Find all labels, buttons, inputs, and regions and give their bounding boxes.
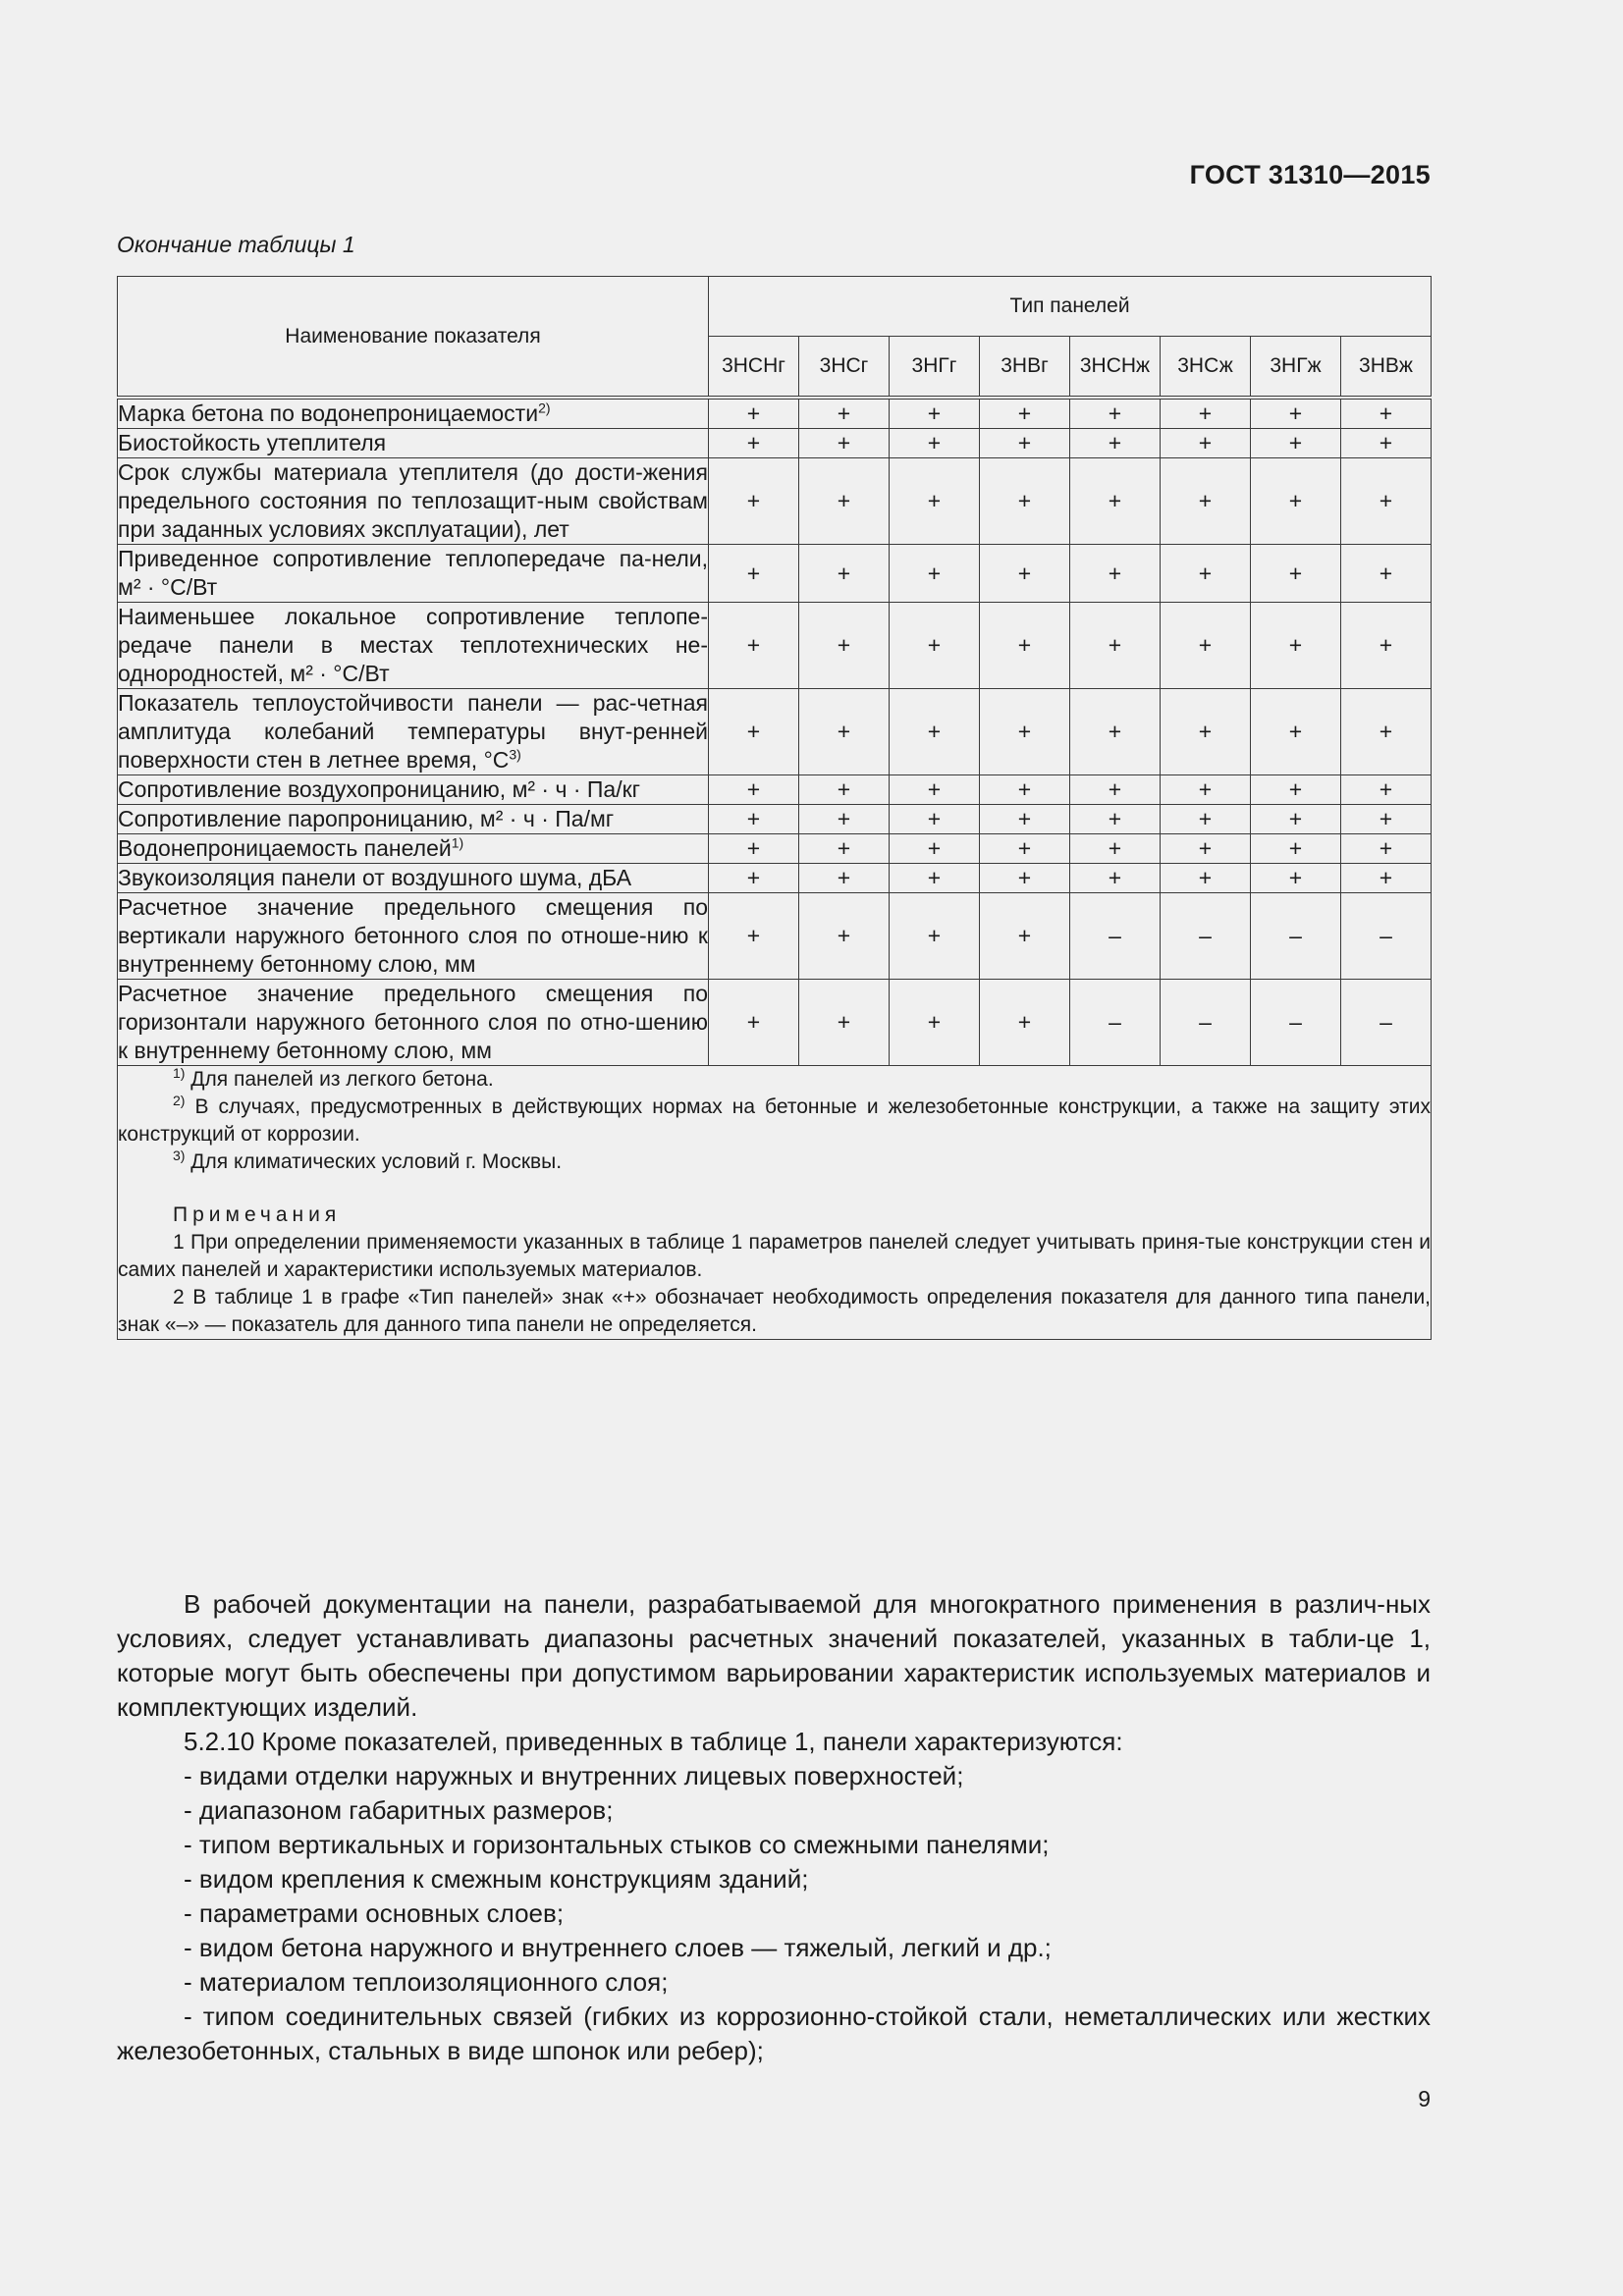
applicability-mark: +	[1251, 603, 1341, 689]
applicability-mark: –	[1341, 893, 1432, 980]
applicability-mark: +	[890, 775, 980, 805]
column-header: 3НСж	[1161, 337, 1251, 397]
applicability-mark: +	[709, 400, 799, 429]
applicability-mark: +	[1251, 545, 1341, 603]
applicability-mark: +	[890, 689, 980, 775]
list-item: - видом крепления к смежным конструкциям зданий;	[184, 1864, 809, 1894]
applicability-mark: +	[709, 429, 799, 458]
column-header: 3НВж	[1341, 337, 1432, 397]
applicability-mark: +	[1070, 603, 1161, 689]
applicability-mark: +	[1070, 864, 1161, 893]
column-header: 3НСг	[799, 337, 890, 397]
applicability-mark: +	[980, 834, 1070, 864]
table-row	[118, 775, 1432, 805]
applicability-mark: +	[1251, 689, 1341, 775]
applicability-mark: +	[1161, 834, 1251, 864]
applicability-mark: –	[1161, 893, 1251, 980]
clause-5-2-10: 5.2.10 Кроме показателей, приведенных в таблице 1, панели характеризуются:	[184, 1727, 1123, 1756]
applicability-mark: +	[890, 429, 980, 458]
applicability-mark: +	[1251, 805, 1341, 834]
note: 2 В таблице 1 в графе «Тип панелей» знак «+» обозначает необходимость определения показателя для данного типа панели, знак «–» — показатель для данного типа панели не определяется.	[118, 1286, 1432, 1336]
applicability-mark: +	[709, 458, 799, 545]
applicability-mark: –	[1251, 980, 1341, 1066]
table-row	[118, 980, 1432, 1066]
indicator-name: Срок службы материала утеплителя (до дости-жения предельного состояния по теплозащит-ным свойствам при заданных условиях эксплуатации), лет	[118, 458, 709, 545]
indicator-name: Биостойкость утеплителя	[118, 429, 709, 458]
footnote: $^{3)}$ Для климатических условий г. Москвы.	[173, 1148, 563, 1173]
applicability-mark: +	[1161, 805, 1251, 834]
applicability-mark: +	[1341, 458, 1432, 545]
indicator-name: Приведенное сопротивление теплопередаче па-нели, м² · °С/Вт	[118, 545, 709, 603]
table-row	[118, 805, 1432, 834]
applicability-mark: +	[1070, 545, 1161, 603]
applicability-mark: +	[890, 834, 980, 864]
table-row	[118, 893, 1432, 980]
indicator-name: Звукоизоляция панели от воздушного шума, дБА	[118, 864, 709, 893]
applicability-mark: –	[1251, 893, 1341, 980]
indicator-name: Расчетное значение предельного смещения по горизонтали наружного бетонного слоя по отно-шению к внутреннему бетонному слою, мм	[118, 980, 709, 1066]
table-row	[118, 603, 1432, 689]
list-item: - параметрами основных слоев;	[184, 1898, 565, 1928]
indicator-name: Показатель теплоустойчивости панели — рас-четная амплитуда колебаний температуры внут-ренней поверхности стен в летнее время, $^\circ С^{3)}$	[118, 689, 709, 775]
table-caption: Окончание таблицы 1	[117, 232, 355, 257]
applicability-mark: +	[980, 400, 1070, 429]
applicability-mark: +	[799, 864, 890, 893]
applicability-mark: +	[709, 689, 799, 775]
indicators-table	[117, 276, 1432, 1340]
name-column-header: Наименование показателя	[118, 277, 709, 397]
applicability-mark: +	[1161, 458, 1251, 545]
applicability-mark: +	[890, 864, 980, 893]
applicability-mark: +	[1251, 458, 1341, 545]
column-header: 3НВг	[980, 337, 1070, 397]
applicability-mark: –	[1341, 980, 1432, 1066]
applicability-mark: +	[980, 805, 1070, 834]
applicability-mark: +	[1251, 775, 1341, 805]
applicability-mark: +	[1341, 545, 1432, 603]
applicability-mark: +	[980, 545, 1070, 603]
applicability-mark: +	[1251, 400, 1341, 429]
notes-title: Примечания	[173, 1203, 342, 1226]
applicability-mark: +	[980, 689, 1070, 775]
applicability-mark: +	[980, 864, 1070, 893]
applicability-mark: +	[709, 980, 799, 1066]
table-body	[118, 400, 1432, 1066]
applicability-mark: +	[1251, 429, 1341, 458]
table-row	[118, 864, 1432, 893]
applicability-mark: +	[799, 429, 890, 458]
indicator-name: Наименьшее локальное сопротивление теплопе-редаче панели в местах теплотехнических не-однородностей, м² · °С/Вт	[118, 603, 709, 689]
list-item: - видом бетона наружного и внутреннего слоев — тяжелый, легкий и др.;	[184, 1933, 1052, 1962]
table-row	[118, 834, 1432, 864]
indicator-name: Расчетное значение предельного смещения по вертикали наружного бетонного слоя по отноше-нию к внутреннему бетонному слою, мм	[118, 893, 709, 980]
table-row	[118, 689, 1432, 775]
applicability-mark: +	[1341, 689, 1432, 775]
applicability-mark: +	[799, 834, 890, 864]
table-row	[118, 458, 1432, 545]
applicability-mark: +	[799, 545, 890, 603]
applicability-mark: +	[980, 775, 1070, 805]
applicability-mark: +	[1070, 834, 1161, 864]
applicability-mark: +	[980, 429, 1070, 458]
applicability-mark: +	[709, 864, 799, 893]
applicability-mark: +	[890, 980, 980, 1066]
applicability-mark: +	[799, 603, 890, 689]
applicability-mark: +	[1070, 400, 1161, 429]
footnote: $^{1)}$ Для панелей из легкого бетона.	[173, 1065, 494, 1091]
applicability-mark: +	[709, 545, 799, 603]
applicability-mark: +	[980, 458, 1070, 545]
applicability-mark: +	[799, 775, 890, 805]
column-header: 3НГг	[890, 337, 980, 397]
applicability-mark: +	[1161, 775, 1251, 805]
applicability-mark: +	[1070, 689, 1161, 775]
applicability-mark: +	[709, 893, 799, 980]
paragraph: В рабочей документации на панели, разрабатываемой для многократного применения в различ-ных условиях, следует устанавливать диапазоны расчетных значений показателей, указанных в табли-це 1, которые могут быть обеспечены при допустимом варьировании характеристик используемых материалов и комплектующих изделий.	[117, 1589, 1431, 1722]
applicability-mark: +	[890, 893, 980, 980]
table-row	[118, 400, 1432, 429]
applicability-mark: +	[1341, 775, 1432, 805]
applicability-mark: +	[1161, 864, 1251, 893]
applicability-mark: +	[1070, 775, 1161, 805]
applicability-mark: +	[1341, 805, 1432, 834]
applicability-mark: +	[1251, 834, 1341, 864]
applicability-mark: +	[709, 775, 799, 805]
indicator-name: Марка бетона по водонепроницаемости$^{2)}$	[118, 400, 709, 429]
applicability-mark: +	[799, 805, 890, 834]
applicability-mark: +	[1341, 834, 1432, 864]
indicator-name: Водонепроницаемость панелей$^{1)}$	[118, 834, 709, 864]
applicability-mark: +	[1161, 545, 1251, 603]
applicability-mark: +	[1341, 429, 1432, 458]
applicability-mark: –	[1070, 893, 1161, 980]
applicability-mark: +	[1251, 864, 1341, 893]
list-item: - типом соединительных связей (гибких из коррозионно-стойкой стали, неметаллических или жестких железобетонных, стальных в виде шпонок или ребер);	[117, 2002, 1431, 2065]
list-item: - видами отделки наружных и внутренних лицевых поверхностей;	[184, 1761, 964, 1790]
panel-type-header: Тип панелей	[709, 277, 1432, 337]
list-item: - диапазоном габаритных размеров;	[184, 1795, 614, 1825]
applicability-mark: +	[1161, 429, 1251, 458]
applicability-mark: +	[1070, 805, 1161, 834]
document-header: ГОСТ 31310—2015	[1189, 160, 1431, 189]
table-row	[118, 545, 1432, 603]
applicability-mark: +	[799, 980, 890, 1066]
indicator-name: Сопротивление воздухопроницанию, м² · ч · Па/кг	[118, 775, 709, 805]
applicability-mark: +	[890, 805, 980, 834]
list-item: - материалом теплоизоляционного слоя;	[184, 1967, 669, 1997]
applicability-mark: +	[1341, 603, 1432, 689]
column-header: 3НСНж	[1070, 337, 1161, 397]
applicability-mark: +	[709, 834, 799, 864]
applicability-mark: –	[1161, 980, 1251, 1066]
applicability-mark: +	[799, 458, 890, 545]
applicability-mark: +	[980, 893, 1070, 980]
applicability-mark: +	[1070, 429, 1161, 458]
table-footnotes	[118, 1066, 1432, 1340]
applicability-mark: +	[799, 400, 890, 429]
applicability-mark: +	[1341, 400, 1432, 429]
column-header: 3НСНг	[709, 337, 799, 397]
applicability-mark: +	[709, 805, 799, 834]
applicability-mark: +	[1341, 864, 1432, 893]
column-header: 3НГж	[1251, 337, 1341, 397]
note: 1 При определении применяемости указанных в таблице 1 параметров панелей следует учитывать приня-тые конструкции стен и самих панелей и характеристики используемых материалов.	[118, 1231, 1432, 1281]
body-text	[117, 1587, 1431, 2068]
table-row	[118, 429, 1432, 458]
footnote: $^{2)}$ В случаях, предусмотренных в действующих нормах на бетонные и железобетонные конструкции, а также на защиту этих конструкций от коррозии.	[118, 1093, 1432, 1146]
applicability-mark: +	[890, 545, 980, 603]
applicability-mark: +	[890, 458, 980, 545]
applicability-mark: +	[799, 689, 890, 775]
applicability-mark: +	[890, 400, 980, 429]
applicability-mark: +	[709, 603, 799, 689]
applicability-mark: +	[890, 603, 980, 689]
applicability-mark: +	[799, 893, 890, 980]
applicability-mark: +	[1161, 689, 1251, 775]
list-item: - типом вертикальных и горизонтальных стыков со смежными панелями;	[184, 1830, 1050, 1859]
applicability-mark: +	[980, 603, 1070, 689]
applicability-mark: –	[1070, 980, 1161, 1066]
applicability-mark: +	[1070, 458, 1161, 545]
page-number: 9	[1418, 2086, 1431, 2111]
applicability-mark: +	[1161, 603, 1251, 689]
applicability-mark: +	[980, 980, 1070, 1066]
indicator-name: Сопротивление паропроницанию, м² · ч · Па/мг	[118, 805, 709, 834]
applicability-mark: +	[1161, 400, 1251, 429]
